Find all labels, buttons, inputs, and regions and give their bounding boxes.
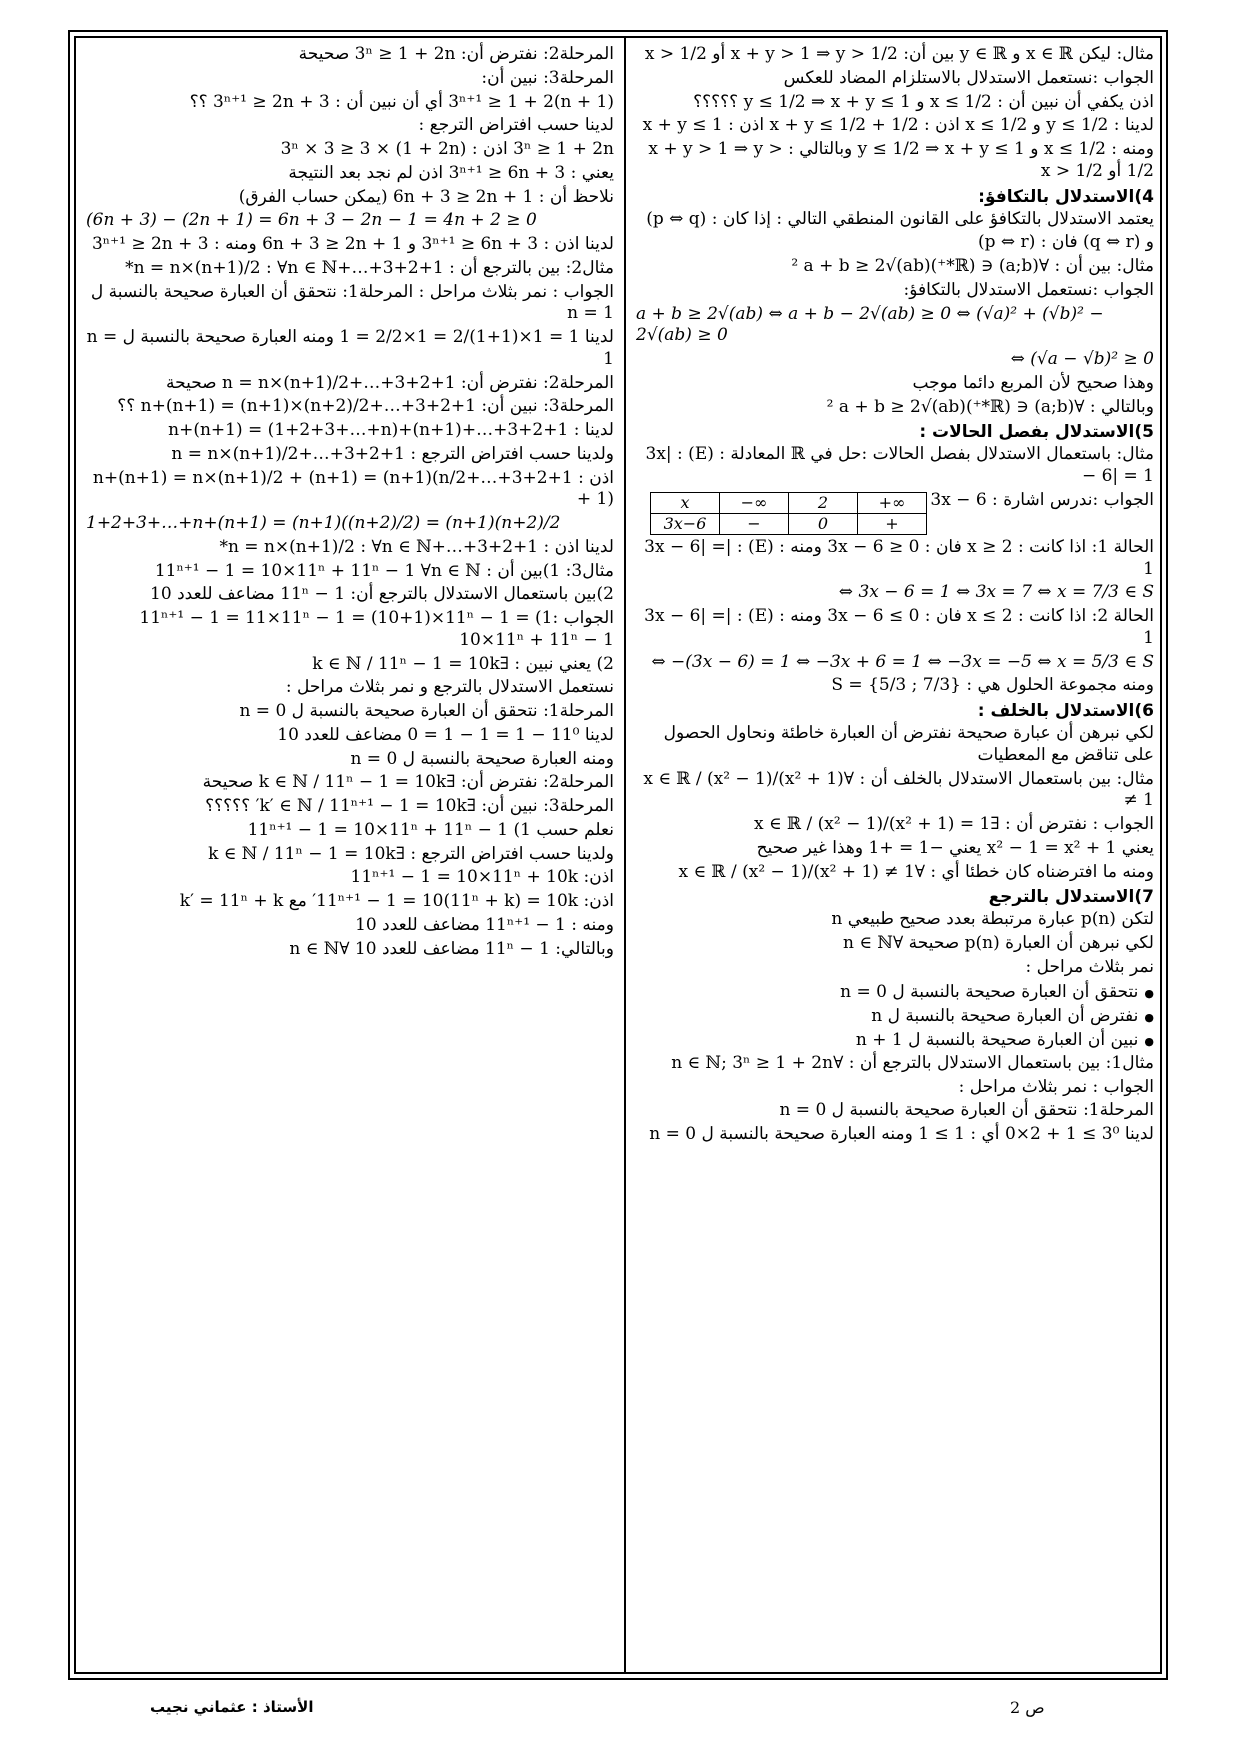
sign-table — [650, 492, 927, 535]
math-line: ⇔ (√a − √b)² ≥ 0 — [1010, 349, 1154, 369]
math-line: ⇔ −(3x − 6) = 1 ⇔ −3x + 6 = 1 ⇔ −3x = −5 ⇔ x = 5/3 ∈ S — [651, 651, 1154, 672]
text-line: اذن : 1+2+3+…+n+(n+1) = n×(n+1)/2 + (n+1) = (n+1)(n/2 + 1) — [92, 467, 614, 510]
sign-table-cell: + — [858, 513, 927, 534]
sign-table-block — [636, 490, 1154, 537]
sign-table-cell: − — [720, 513, 789, 534]
math-line: (6n + 3) − (2n + 1) = 6n + 3 − 2n − 1 = 4n + 2 ≥ 0 — [86, 210, 537, 231]
text-line: ولدينا حسب افتراض الترجع : ∃k ∈ ℕ / 11ⁿ − 1 = 10k — [208, 843, 614, 864]
sign-table-cell: −∞ — [720, 492, 789, 513]
text-line: مثال: ليكن x ∈ ℝ و y ∈ ℝ بين أن: x + y > 1 ⇒ y > 1/2 أو x > 1/2 — [644, 44, 1154, 64]
section-heading: 5)الاستدلال بفصل الحالات : — [919, 422, 1154, 443]
right-column — [630, 40, 1160, 1665]
bullet-item: ● نفترض أن العبارة صحيحة بالنسبة ل n — [636, 1005, 1154, 1027]
text-line: الجواب :1) 11ⁿ⁺¹ − 1 = 11×11ⁿ − 1 = (10+1)×11ⁿ − 1 = 10×11ⁿ + 11ⁿ − 1 — [139, 608, 614, 650]
text-line: يعتمد الاستدلال بالتكافؤ على القانون المنطقي التالي : إذا كان : (p ⇔ q) — [646, 208, 1154, 229]
text-line: مثال: بين باستعمال الاستدلال بالخلف أن : ∀x ∈ ℝ / (x² − 1)/(x² + 1) ≠ 1 — [643, 768, 1154, 811]
text-line: المرحلة1: نتحقق أن العبارة صحيحة بالنسبة ل n = 0 — [779, 1100, 1154, 1121]
text-line: لدينا اذن : 3ⁿ⁺¹ ≥ 6n + 3 و 6n + 3 ≥ 2n + 1 ومنه : 3ⁿ⁺¹ ≥ 2n + 3 — [91, 234, 614, 254]
math-line: 1+2+3+…+n+(n+1) = (n+1)((n+2)/2) = (n+1)(n+2)/2 — [86, 513, 561, 533]
text-line: مثال3: 1)بين أن : 11ⁿ⁺¹ − 1 = 10×11ⁿ + 11ⁿ − 1 ∀n ∈ ℕ — [154, 560, 614, 581]
sign-table-cell: +∞ — [858, 492, 927, 513]
math-line: a + b ≥ 2√(ab) ⇔ a + b − 2√(ab) ≥ 0 ⇔ (√a)² + (√b)² − 2√(ab) ≥ 0 — [636, 303, 1104, 346]
text-line: ومنه العبارة صحيحة بالنسبة ل n = 0 — [350, 748, 614, 769]
bullet-item: ● نبين أن العبارة صحيحة بالنسبة ل n + 1 — [636, 1029, 1154, 1051]
text-line: لكي نبرهن أن العبارة p(n) صحيحة ∀n ∈ ℕ — [843, 933, 1154, 953]
text-line: لدينا 3⁰ ≥ 1 + 2×0 أي : 1 ≥ 1 ومنه العبارة صحيحة بالنسبة ل n = 0 — [649, 1124, 1154, 1145]
text-line: الجواب : نمر بثلاث مراحل : المرحلة1: نتحقق أن العبارة صحيحة بالنسبة ل n = 1 — [90, 281, 614, 324]
column-divider — [624, 36, 626, 1674]
text-line: وبالتالي : ∀(a;b) ∈ (ℝ*⁺)² a + b ≥ 2√(ab) — [826, 396, 1154, 417]
text-line: يعني x² − 1 = x² + 1 يعني −1 = +1 وهذا غير صحيح — [756, 837, 1154, 858]
math-line: ⇔ 3x − 6 = 1 ⇔ 3x = 7 ⇔ x = 7/3 ∈ S — [838, 582, 1154, 603]
text-line: المرحلة3: نبين أن: — [481, 67, 614, 88]
text-line: لكي نبرهن أن عبارة صحيحة نفترض أن العبارة خاطئة ونحاول الحصول على تناقض مع المعطيات — [663, 723, 1154, 765]
text-line: مثال: باستعمال الاستدلال بفصل الحالات :حل في ℝ المعادلة : (E) : |3x − 6| = 1 — [645, 444, 1154, 486]
sign-table-cell: 0 — [789, 513, 858, 534]
text-line: نستعمل الاستدلال بالترجع و نمر بثلاث مراحل : — [285, 677, 614, 698]
text-line: ومنه : x ≤ 1/2 و y ≤ 1/2 ⇒ x + y ≤ 1 وبالتالي : x + y > 1 ⇒ y > 1/2 أو x > 1/2 — [648, 139, 1154, 181]
sign-table-cell: 2 — [789, 492, 858, 513]
text-line: ولدينا حسب افتراض الترجع : 1+2+3+…+n = n×(n+1)/2 — [171, 443, 614, 464]
text-line: المرحلة2: نفترض أن: 3ⁿ ≥ 1 + 2n صحيحة — [298, 44, 614, 64]
text-line: لدينا : y ≤ 1/2 و x ≤ 1/2 اذن : x + y ≤ 1/2 + 1/2 اذن : x + y ≤ 1 — [642, 115, 1154, 136]
text-line: مثال2: بين بالترجع أن : 1+2+3+…+n = n×(n+1)/2 : ∀n ∈ ℕ* — [125, 257, 614, 278]
text-line: المرحلة2: نفترض أن: ∃k ∈ ℕ / 11ⁿ − 1 = 10k صحيحة — [202, 772, 614, 793]
text-line: اذن: 11ⁿ⁺¹ − 1 = 10×11ⁿ + 10k — [350, 867, 614, 888]
footer-author: الأستاذ : عثماني نجيب — [150, 1698, 314, 1716]
text-line: الجواب :ندرس اشارة : 3x − 6 — [930, 489, 1154, 510]
text-line: و (q ⇔ r) فان : (p ⇔ r) — [977, 232, 1154, 253]
bullet-item: ● نتحقق أن العبارة صحيحة بالنسبة ل n = 0 — [636, 981, 1154, 1003]
left-column — [80, 40, 620, 1665]
text-line: مثال: بين أن : ∀(a;b) ∈ (ℝ*⁺)² a + b ≥ 2√(ab) — [791, 256, 1154, 276]
sign-table-cell: x — [651, 492, 720, 513]
text-line: يعني : 3ⁿ⁺¹ ≥ 6n + 3 اذن لم نجد بعد النتيجة — [288, 162, 614, 183]
text-line: المرحلة2: نفترض أن: 1+2+3+…+n = n×(n+1)/2 صحيحة — [165, 372, 614, 393]
text-line: لدينا حسب افتراض الترجع : — [418, 115, 614, 136]
text-line: نعلم حسب 1) 11ⁿ⁺¹ − 1 = 10×11ⁿ + 11ⁿ − 1 — [247, 819, 614, 840]
text-line: 3ⁿ⁺¹ ≥ 1 + 2(n + 1) أي أن نبين أن : 3ⁿ⁺¹ ≥ 2n + 3 ؟؟ — [189, 91, 614, 112]
text-line: ومنه مجموعة الحلول هي : S = {5/3 ; 7/3} — [831, 675, 1154, 696]
text-line: المرحلة3: نبين أن: 1+2+3+…+n+(n+1) = (n+1)×(n+2)/2 ؟؟ — [117, 396, 614, 417]
text-line: اذن يكفي أن نبين أن : x ≤ 1/2 و y ≤ 1/2 ⇒ x + y ≤ 1 ؟؟؟؟؟ — [693, 91, 1154, 112]
text-line: الحالة 2: اذا كانت : x ≤ 2 فان : 3x − 6 ≤ 0 ومنه : (E) : |3x − 6| = 1 — [644, 606, 1154, 648]
text-line: المرحلة3: نبين أن: ∃k′ ∈ ℕ / 11ⁿ⁺¹ − 1 = 10k′ ؟؟؟؟؟ — [205, 796, 614, 816]
text-line: ومنه : 11ⁿ⁺¹ − 1 مضاعف للعدد 10 — [355, 914, 614, 935]
text-line: المرحلة1: نتحقق أن العبارة صحيحة بالنسبة ل n = 0 — [239, 701, 614, 721]
text-line: لتكن p(n) عبارة مرتبطة بعدد صحيح طبيعي n — [831, 909, 1154, 930]
text-line: لدينا 11⁰ − 1 = 1 − 1 = 0 مضاعف للعدد 10 — [277, 724, 614, 745]
text-line: الجواب :نستعمل الاستدلال بالاستلزام المضاد للعكس — [783, 67, 1154, 88]
section-heading: 4)الاستدلال بالتكافؤ: — [978, 186, 1154, 207]
section-heading: 7)الاستدلال بالترجع — [988, 887, 1154, 908]
text-line: نلاحظ أن : 6n + 3 ≥ 2n + 1 (يمكن حساب الفرق) — [238, 186, 614, 207]
text-line: 2)بين باستعمال الاستدلال بالترجع أن: 11ⁿ − 1 مضاعف للعدد 10 — [150, 584, 614, 605]
text-line: 3ⁿ ≥ 1 + 2n اذن : 3ⁿ × 3 ≥ 3 × (1 + 2n) — [280, 139, 614, 159]
text-line: الجواب :نستعمل الاستدلال بالتكافؤ: — [903, 279, 1154, 300]
text-line: الجواب : نفترض أن : ∃x ∈ ℝ / (x² − 1)/(x² + 1) = 1 — [754, 814, 1154, 834]
text-line: الحالة 1: اذا كانت : x ≥ 2 فان : 3x − 6 ≥ 0 ومنه : (E) : |3x − 6| = 1 — [644, 536, 1154, 579]
text-line: نمر بثلاث مراحل : — [1025, 956, 1154, 977]
text-line: 2) يعني نبين : ∃k ∈ ℕ / 11ⁿ − 1 = 10k — [312, 653, 614, 674]
text-line: لدينا : 1+2+3+…+n+(n+1) = (1+2+3+…+n)+(n+1) — [168, 420, 614, 440]
text-line: وهذا صحيح لأن المربع دائما موجب — [912, 372, 1154, 393]
footer-page-number: ص 2 — [1010, 1698, 1045, 1717]
text-line: لدينا اذن : 1+2+3+…+n = n×(n+1)/2 : ∀n ∈ ℕ* — [219, 536, 614, 557]
text-line: لدينا 1 = 1×(1+1)/2 = 1×2/2 = 1 ومنه العبارة صحيحة بالنسبة ل n = 1 — [86, 327, 614, 369]
sign-table-cell: 3x−6 — [651, 513, 720, 534]
text-line: وبالتالي: 11ⁿ − 1 مضاعف للعدد 10 ∀n ∈ ℕ — [289, 938, 614, 959]
text-line: اذن: 11ⁿ⁺¹ − 1 = 10(11ⁿ + k) = 10k′ مع k′ = 11ⁿ + k — [179, 891, 614, 911]
text-line: الجواب : نمر بثلاث مراحل : — [958, 1076, 1154, 1097]
text-line: مثال1: بين باستعمال الاستدلال بالترجع أن : ∀n ∈ ℕ; 3ⁿ ≥ 1 + 2n — [671, 1052, 1154, 1073]
text-line: ومنه ما افترضناه كان خطئا أي : ∀x ∈ ℝ / (x² − 1)/(x² + 1) ≠ 1 — [678, 861, 1154, 882]
section-heading: 6)الاستدلال بالخلف : — [977, 701, 1154, 721]
